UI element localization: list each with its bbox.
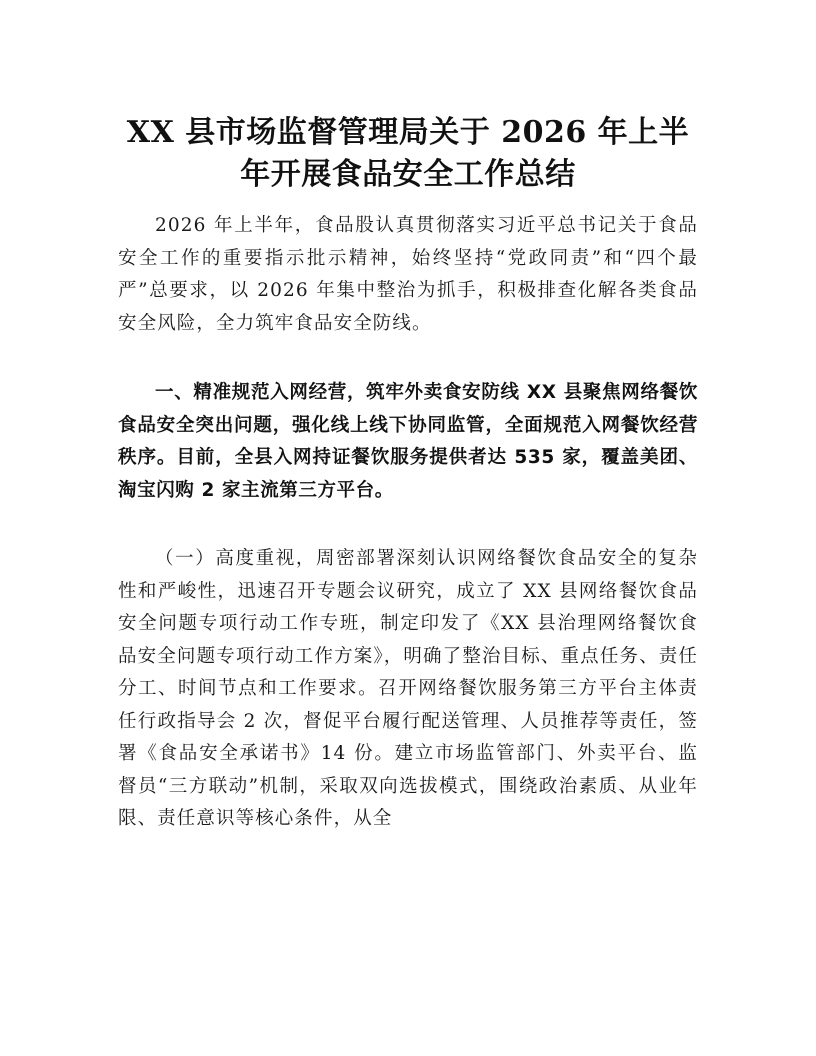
intro-paragraph: 2026 年上半年，食品股认真贯彻落实习近平总书记关于食品安全工作的重要指示批示精神，始终坚持“党政同责”和“四个最严”总要求，以 2026 年集中整治为抓手，积极排查化解各类食品安全风险，全力筑牢食品安全防线。 (118, 215, 698, 334)
section-one-paragraph: 一、精准规范入网经营，筑牢外卖食安防线 XX 县聚焦网络餐饮食品安全突出问题，强化线上线下协同监管，全面规范入网餐饮经营秩序。目前，全县入网持证餐饮服务提供者达 535 家，覆盖美团、淘宝闪购 2 家主流第三方平台。 (118, 382, 698, 501)
document-title: XX 县市场监督管理局关于 2026 年上半年开展食品安全工作总结 (126, 115, 690, 192)
subsection-one-paragraph: （一）高度重视，周密部署深刻认识网络餐饮食品安全的复杂性和严峻性，迅速召开专题会议研究，成立了 XX 县网络餐饮食品安全问题专项行动工作专班，制定印发了《XX 县治理网络餐饮食品安全问题专项行动工作方案》，明确了整治目标、重点任务、责任分工、时间节点和工作要求。召开网络餐饮服务第三方平台主体责任行政指导会 2 次，督促平台履行配送管理、人员推荐等责任，签署《食品安全承诺书》14 份。建立市场监管部门、外卖平台、监督员“三方联动”机制，采取双向选拔模式，围绕政治素质、从业年限、责任意识等核心条件，从全 (118, 548, 698, 829)
